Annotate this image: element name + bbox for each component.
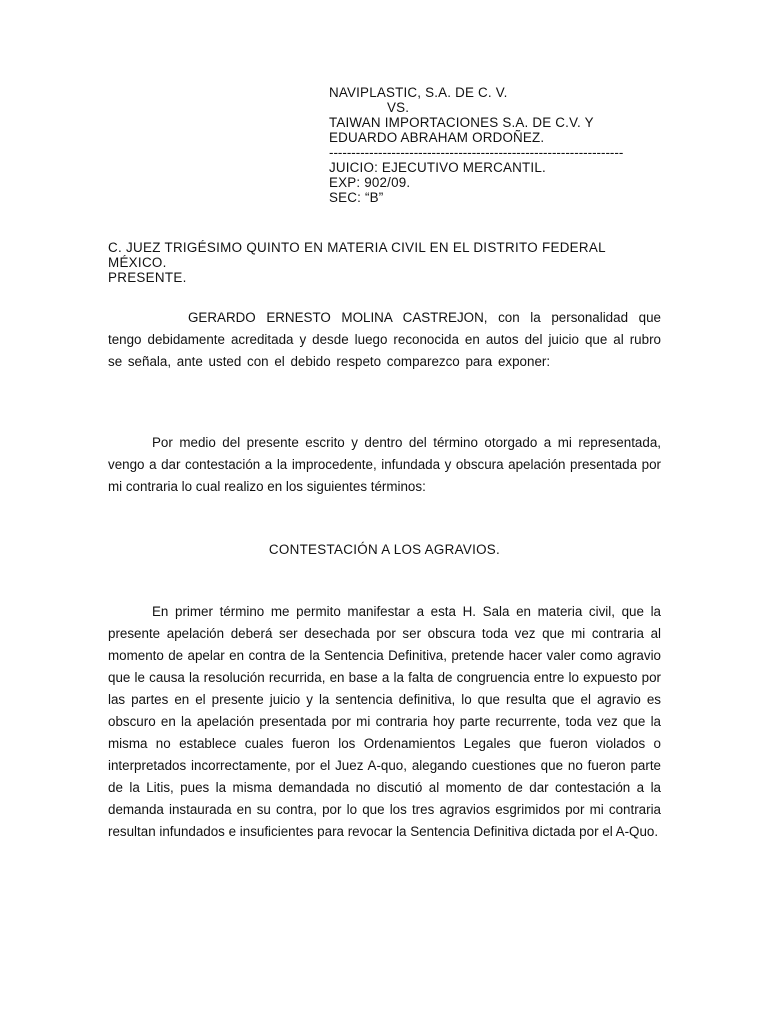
defendant-line-1: TAIWAN IMPORTACIONES S.A. DE C.V. Y xyxy=(329,115,594,130)
first-argument-paragraph: En primer término me permito manifestar a esta H. Sala en materia civil, que la presente apelación deberá ser desechada por ser obscura toda vez que mi contraria al momento de apelar en contra de la Sentencia Definitiva, pretende hacer valer como agravio que le causa la resolución recurrida, en base a la falta de congruencia entre lo expuesto por las partes en el presente juicio y la sentencia definitiva, lo que resulta que el agravio es obscuro en la apelación presentada por mi contraria hoy parte recurrente, toda vez que la misma no establece cuales fueron los Ordenamientos Legales que fueron violados o interpretados incorrectamente, por el Juez A-quo, alegando cuestiones que no fueron parte de la Litis, pues la misma demandada no discutió al momento de dar contestación a la demanda instaurada en su contra, por lo que los tres agravios esgrimidos por mi contraria resultan infundados e insuficientes para revocar la Sentencia Definitiva dictada por el A-Quo. xyxy=(108,604,661,839)
file-number: EXP: 902/09. xyxy=(329,175,411,190)
versus-label: VS. xyxy=(387,100,410,115)
plaintiff-name: NAVIPLASTIC, S.A. DE C. V. xyxy=(329,85,508,100)
purpose-paragraph: Por medio del presente escrito y dentro del término otorgado a mi representada, vengo a dar contestación a la improcedente, infundada y obscura apelación presentada por mi contraria lo cual realizo en los siguientes términos: xyxy=(108,435,661,494)
addressee-location: MÉXICO. xyxy=(108,255,167,270)
addressee-present: PRESENTE. xyxy=(108,270,187,285)
trial-type: JUICIO: EJECUTIVO MERCANTIL. xyxy=(329,160,546,175)
addressee-block xyxy=(108,240,668,285)
intro-paragraph: GERARDO ERNESTO MOLINA CASTREJON, con la personalidad que tengo debidamente acreditada y desde luego reconocida en autos del juicio que al rubro se señala, ante usted con el debido respeto comparezco para exponer: xyxy=(108,310,661,369)
caption-separator: ------------------------------------------------------------------ xyxy=(329,145,624,160)
case-caption xyxy=(329,85,659,205)
secretary-label: SEC: “B” xyxy=(329,190,384,205)
section-heading: CONTESTACIÓN A LOS AGRAVIOS. xyxy=(268,542,501,557)
addressee-judge: C. JUEZ TRIGÉSIMO QUINTO EN MATERIA CIVIL EN EL DISTRITO FEDERAL xyxy=(108,240,606,255)
defendant-line-2: EDUARDO ABRAHAM ORDOÑEZ. xyxy=(329,130,545,145)
